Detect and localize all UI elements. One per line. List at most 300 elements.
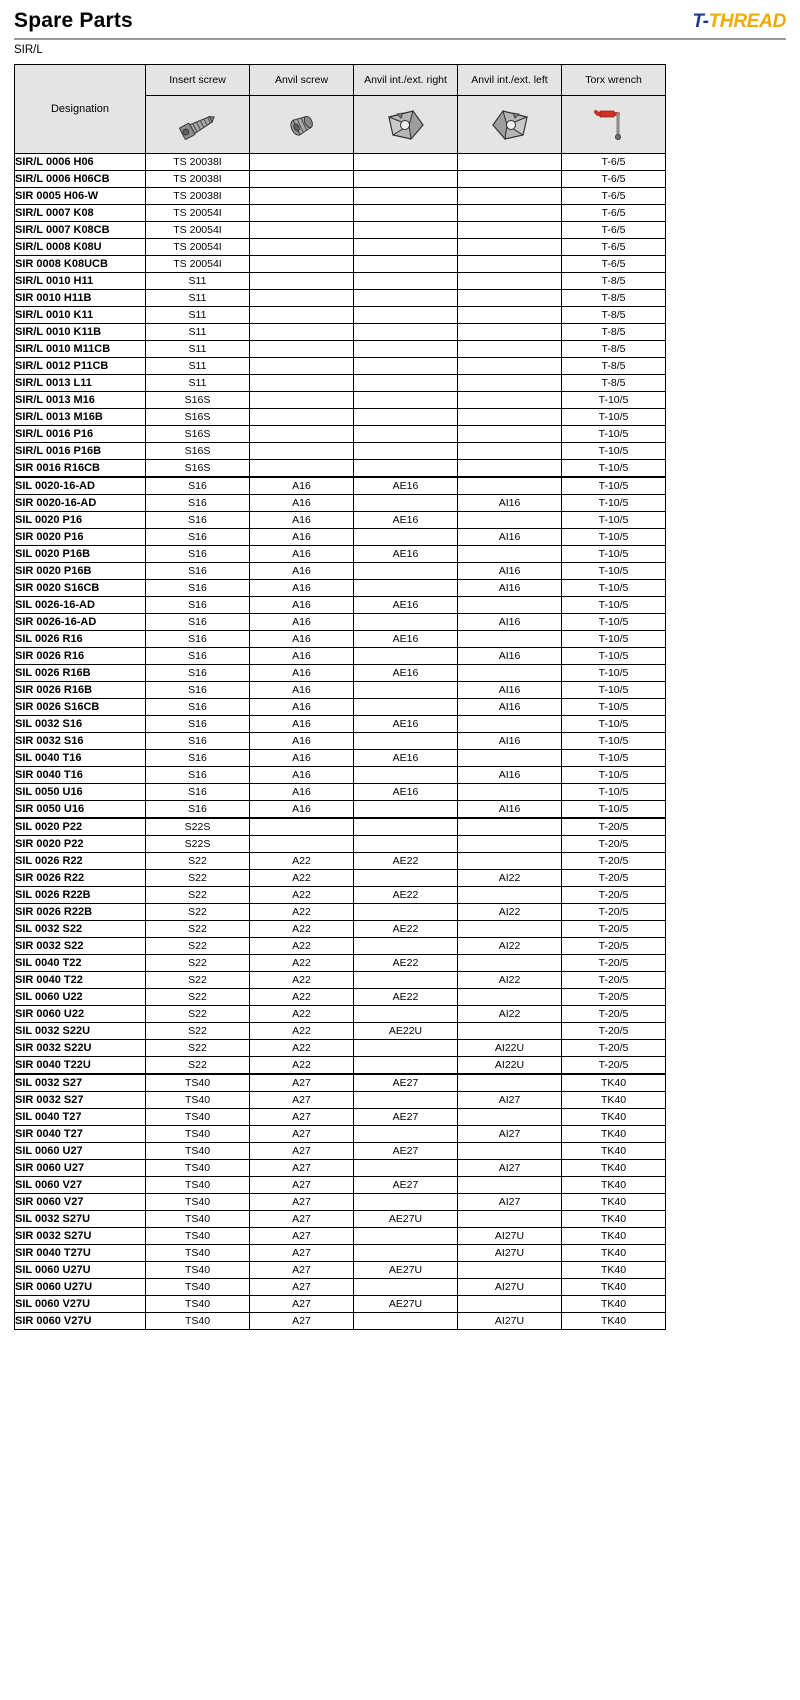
cell-designation: SIR 0060 V27 bbox=[15, 1194, 146, 1211]
cell-anvil-screw bbox=[250, 273, 354, 290]
cell-anvil-left bbox=[458, 1143, 562, 1160]
cell-anvil-screw bbox=[250, 171, 354, 188]
cell-torx-wrench: T-20/5 bbox=[562, 818, 666, 836]
cell-torx-wrench: T-20/5 bbox=[562, 989, 666, 1006]
cell-designation: SIR 0040 T22 bbox=[15, 972, 146, 989]
table-row bbox=[15, 699, 666, 716]
spare-parts-table bbox=[14, 64, 666, 1330]
cell-anvil-right: AE22 bbox=[354, 955, 458, 972]
cell-anvil-right bbox=[354, 818, 458, 836]
table-row bbox=[15, 273, 666, 290]
cell-insert-screw: TS40 bbox=[146, 1313, 250, 1330]
cell-designation: SIL 0026 R22B bbox=[15, 887, 146, 904]
cell-anvil-right: AE22 bbox=[354, 853, 458, 870]
cell-anvil-right bbox=[354, 1092, 458, 1109]
cell-anvil-right bbox=[354, 358, 458, 375]
table-row bbox=[15, 546, 666, 563]
table-row bbox=[15, 1023, 666, 1040]
cell-anvil-left: AI27U bbox=[458, 1279, 562, 1296]
cell-anvil-right bbox=[354, 239, 458, 256]
cell-anvil-screw bbox=[250, 409, 354, 426]
cell-anvil-right: AE27U bbox=[354, 1262, 458, 1279]
table-row bbox=[15, 989, 666, 1006]
cell-anvil-right bbox=[354, 290, 458, 307]
cell-anvil-right bbox=[354, 580, 458, 597]
cell-anvil-right bbox=[354, 682, 458, 699]
cell-insert-screw: S16 bbox=[146, 784, 250, 801]
cell-anvil-left: AI16 bbox=[458, 682, 562, 699]
cell-anvil-screw: A16 bbox=[250, 614, 354, 631]
cell-insert-screw: S16 bbox=[146, 495, 250, 512]
insert-screw-icon-cell bbox=[146, 96, 250, 154]
cell-anvil-screw: A22 bbox=[250, 904, 354, 921]
cell-anvil-left: AI22 bbox=[458, 972, 562, 989]
cell-torx-wrench: TK40 bbox=[562, 1245, 666, 1262]
table-row bbox=[15, 1092, 666, 1109]
cell-anvil-left bbox=[458, 409, 562, 426]
cell-torx-wrench: T-20/5 bbox=[562, 1023, 666, 1040]
cell-anvil-right bbox=[354, 648, 458, 665]
cell-anvil-right: AE27 bbox=[354, 1143, 458, 1160]
cell-designation: SIR/L 0010 H11 bbox=[15, 273, 146, 290]
cell-anvil-left bbox=[458, 818, 562, 836]
cell-torx-wrench: T-8/5 bbox=[562, 273, 666, 290]
cell-insert-screw: S16 bbox=[146, 597, 250, 614]
table-row bbox=[15, 1006, 666, 1023]
cell-designation: SIR 0040 T22U bbox=[15, 1057, 146, 1075]
cell-anvil-screw: A22 bbox=[250, 1057, 354, 1075]
cell-torx-wrench: TK40 bbox=[562, 1092, 666, 1109]
cell-anvil-left bbox=[458, 887, 562, 904]
cell-insert-screw: TS 20054I bbox=[146, 239, 250, 256]
cell-torx-wrench: T-10/5 bbox=[562, 529, 666, 546]
cell-designation: SIR 0008 K08UCB bbox=[15, 256, 146, 273]
cell-torx-wrench: T-20/5 bbox=[562, 1006, 666, 1023]
cell-anvil-screw bbox=[250, 205, 354, 222]
cell-anvil-left bbox=[458, 1177, 562, 1194]
cell-anvil-left: AI27U bbox=[458, 1228, 562, 1245]
cell-anvil-left bbox=[458, 205, 562, 222]
cell-insert-screw: TS40 bbox=[146, 1177, 250, 1194]
cell-insert-screw: TS 20054I bbox=[146, 256, 250, 273]
cell-designation: SIR 0050 U16 bbox=[15, 801, 146, 819]
table-row bbox=[15, 853, 666, 870]
cell-designation: SIR 0032 S27U bbox=[15, 1228, 146, 1245]
cell-anvil-screw: A16 bbox=[250, 665, 354, 682]
cell-anvil-right bbox=[354, 1194, 458, 1211]
cell-anvil-screw: A22 bbox=[250, 887, 354, 904]
cell-torx-wrench: T-8/5 bbox=[562, 375, 666, 392]
table-row bbox=[15, 682, 666, 699]
table-row bbox=[15, 205, 666, 222]
cell-designation: SIR 0026 R16B bbox=[15, 682, 146, 699]
cell-anvil-right bbox=[354, 460, 458, 478]
cell-designation: SIL 0026 R22 bbox=[15, 853, 146, 870]
cell-anvil-left bbox=[458, 256, 562, 273]
cell-torx-wrench: T-10/5 bbox=[562, 580, 666, 597]
cell-anvil-screw bbox=[250, 307, 354, 324]
cell-torx-wrench: T-20/5 bbox=[562, 853, 666, 870]
cell-anvil-left bbox=[458, 512, 562, 529]
cell-anvil-left: AI16 bbox=[458, 699, 562, 716]
cell-torx-wrench: T-10/5 bbox=[562, 767, 666, 784]
cell-torx-wrench: T-20/5 bbox=[562, 836, 666, 853]
cell-insert-screw: S16 bbox=[146, 699, 250, 716]
cell-anvil-screw: A16 bbox=[250, 699, 354, 716]
cell-designation: SIR/L 0006 H06CB bbox=[15, 171, 146, 188]
cell-torx-wrench: T-10/5 bbox=[562, 512, 666, 529]
table-row bbox=[15, 256, 666, 273]
table-row bbox=[15, 1126, 666, 1143]
cell-anvil-left: AI22U bbox=[458, 1040, 562, 1057]
cell-insert-screw: S22 bbox=[146, 1023, 250, 1040]
cell-designation: SIL 0050 U16 bbox=[15, 784, 146, 801]
cell-insert-screw: TS40 bbox=[146, 1092, 250, 1109]
cell-torx-wrench: T-8/5 bbox=[562, 341, 666, 358]
cell-designation: SIR 0020 P16 bbox=[15, 529, 146, 546]
cell-anvil-left bbox=[458, 921, 562, 938]
cell-anvil-right: AE16 bbox=[354, 716, 458, 733]
table-row bbox=[15, 1040, 666, 1057]
table-row bbox=[15, 154, 666, 171]
cell-anvil-left bbox=[458, 836, 562, 853]
cell-torx-wrench: T-10/5 bbox=[562, 426, 666, 443]
cell-anvil-screw: A16 bbox=[250, 597, 354, 614]
table-row bbox=[15, 512, 666, 529]
cell-anvil-screw bbox=[250, 392, 354, 409]
cell-designation: SIL 0032 S22 bbox=[15, 921, 146, 938]
cell-torx-wrench: TK40 bbox=[562, 1228, 666, 1245]
cell-anvil-screw: A16 bbox=[250, 716, 354, 733]
cell-torx-wrench: T-10/5 bbox=[562, 733, 666, 750]
cell-anvil-left: AI27 bbox=[458, 1160, 562, 1177]
anvil-right-icon-cell bbox=[354, 96, 458, 154]
cell-anvil-left: AI27U bbox=[458, 1313, 562, 1330]
table-row bbox=[15, 1279, 666, 1296]
cell-designation: SIR 0026 S16CB bbox=[15, 699, 146, 716]
cell-torx-wrench: T-10/5 bbox=[562, 477, 666, 495]
anvil-right-icon bbox=[354, 105, 457, 145]
cell-designation: SIR/L 0007 K08CB bbox=[15, 222, 146, 239]
cell-anvil-right bbox=[354, 256, 458, 273]
cell-insert-screw: S11 bbox=[146, 324, 250, 341]
cell-insert-screw: S16 bbox=[146, 477, 250, 495]
cell-insert-screw: TS 20038I bbox=[146, 188, 250, 205]
cell-anvil-screw bbox=[250, 341, 354, 358]
table-row bbox=[15, 1057, 666, 1075]
table-row bbox=[15, 716, 666, 733]
cell-anvil-left bbox=[458, 853, 562, 870]
cell-anvil-right: AE22 bbox=[354, 887, 458, 904]
header-row-labels bbox=[15, 65, 666, 96]
cell-anvil-left bbox=[458, 716, 562, 733]
cell-anvil-screw: A22 bbox=[250, 1023, 354, 1040]
cell-anvil-screw: A16 bbox=[250, 767, 354, 784]
cell-designation: SIL 0060 V27 bbox=[15, 1177, 146, 1194]
table-row bbox=[15, 563, 666, 580]
anvil-left-icon-cell bbox=[458, 96, 562, 154]
cell-anvil-left bbox=[458, 1211, 562, 1228]
cell-torx-wrench: T-10/5 bbox=[562, 631, 666, 648]
cell-anvil-left bbox=[458, 784, 562, 801]
cell-anvil-left bbox=[458, 324, 562, 341]
cell-anvil-right bbox=[354, 1126, 458, 1143]
cell-designation: SIR 0026 R22 bbox=[15, 870, 146, 887]
cell-anvil-screw bbox=[250, 256, 354, 273]
cell-designation: SIR/L 0007 K08 bbox=[15, 205, 146, 222]
cell-designation: SIR/L 0013 L11 bbox=[15, 375, 146, 392]
table-row bbox=[15, 870, 666, 887]
table-row bbox=[15, 392, 666, 409]
cell-torx-wrench: TK40 bbox=[562, 1313, 666, 1330]
cell-anvil-right bbox=[354, 307, 458, 324]
cell-insert-screw: TS40 bbox=[146, 1126, 250, 1143]
cell-anvil-screw: A22 bbox=[250, 853, 354, 870]
cell-anvil-left: AI16 bbox=[458, 529, 562, 546]
column-header-anvil-right: Anvil int./ext. right bbox=[354, 65, 458, 96]
cell-anvil-right bbox=[354, 375, 458, 392]
cell-anvil-right bbox=[354, 972, 458, 989]
table-row bbox=[15, 529, 666, 546]
cell-insert-screw: S22 bbox=[146, 887, 250, 904]
cell-torx-wrench: T-20/5 bbox=[562, 921, 666, 938]
cell-designation: SIR/L 0006 H06 bbox=[15, 154, 146, 171]
cell-designation: SIL 0032 S27U bbox=[15, 1211, 146, 1228]
table-row bbox=[15, 631, 666, 648]
table-row bbox=[15, 665, 666, 682]
cell-insert-screw: S16 bbox=[146, 733, 250, 750]
cell-torx-wrench: T-10/5 bbox=[562, 409, 666, 426]
cell-anvil-left bbox=[458, 750, 562, 767]
cell-designation: SIL 0060 U27 bbox=[15, 1143, 146, 1160]
cell-anvil-screw: A22 bbox=[250, 972, 354, 989]
cell-anvil-right bbox=[354, 1245, 458, 1262]
cell-torx-wrench: T-10/5 bbox=[562, 665, 666, 682]
table-row bbox=[15, 648, 666, 665]
cell-anvil-left bbox=[458, 460, 562, 478]
cell-designation: SIL 0026 R16 bbox=[15, 631, 146, 648]
cell-anvil-screw: A16 bbox=[250, 529, 354, 546]
column-header-torx-wrench: Torx wrench bbox=[562, 65, 666, 96]
cell-anvil-right bbox=[354, 409, 458, 426]
cell-anvil-left: AI22 bbox=[458, 870, 562, 887]
cell-designation: SIL 0060 U27U bbox=[15, 1262, 146, 1279]
table-row bbox=[15, 375, 666, 392]
table-row bbox=[15, 1211, 666, 1228]
cell-anvil-right: AE22U bbox=[354, 1023, 458, 1040]
cell-insert-screw: S22 bbox=[146, 921, 250, 938]
cell-anvil-right bbox=[354, 699, 458, 716]
cell-anvil-left: AI22 bbox=[458, 904, 562, 921]
table-row bbox=[15, 972, 666, 989]
cell-anvil-screw: A27 bbox=[250, 1279, 354, 1296]
cell-anvil-screw: A27 bbox=[250, 1211, 354, 1228]
cell-insert-screw: S16 bbox=[146, 512, 250, 529]
table-row bbox=[15, 1074, 666, 1092]
cell-anvil-right: AE27 bbox=[354, 1109, 458, 1126]
table-row bbox=[15, 324, 666, 341]
cell-insert-screw: S16 bbox=[146, 563, 250, 580]
cell-torx-wrench: T-6/5 bbox=[562, 256, 666, 273]
cell-designation: SIL 0040 T16 bbox=[15, 750, 146, 767]
cell-anvil-left: AI16 bbox=[458, 801, 562, 819]
cell-anvil-right bbox=[354, 426, 458, 443]
cell-anvil-screw: A16 bbox=[250, 477, 354, 495]
anvil-left-icon bbox=[458, 105, 561, 145]
cell-anvil-right bbox=[354, 1057, 458, 1075]
cell-anvil-left: AI27U bbox=[458, 1245, 562, 1262]
cell-torx-wrench: T-10/5 bbox=[562, 460, 666, 478]
cell-anvil-left bbox=[458, 546, 562, 563]
cell-designation: SIR 0010 H11B bbox=[15, 290, 146, 307]
cell-anvil-screw: A22 bbox=[250, 921, 354, 938]
table-row bbox=[15, 904, 666, 921]
cell-anvil-screw: A27 bbox=[250, 1228, 354, 1245]
cell-anvil-screw bbox=[250, 375, 354, 392]
cell-insert-screw: TS40 bbox=[146, 1228, 250, 1245]
cell-anvil-right bbox=[354, 836, 458, 853]
cell-anvil-left bbox=[458, 222, 562, 239]
table-row bbox=[15, 1194, 666, 1211]
cell-insert-screw: S16 bbox=[146, 750, 250, 767]
cell-torx-wrench: T-10/5 bbox=[562, 443, 666, 460]
insert-screw-icon bbox=[146, 108, 249, 142]
cell-insert-screw: S16S bbox=[146, 392, 250, 409]
cell-designation: SIR/L 0013 M16 bbox=[15, 392, 146, 409]
cell-insert-screw: TS40 bbox=[146, 1194, 250, 1211]
cell-anvil-left bbox=[458, 1074, 562, 1092]
cell-torx-wrench: T-10/5 bbox=[562, 597, 666, 614]
cell-designation: SIR 0060 V27U bbox=[15, 1313, 146, 1330]
cell-designation: SIL 0020 P22 bbox=[15, 818, 146, 836]
cell-anvil-screw bbox=[250, 460, 354, 478]
table-row bbox=[15, 460, 666, 478]
table-row bbox=[15, 341, 666, 358]
cell-anvil-right: AE16 bbox=[354, 512, 458, 529]
cell-designation: SIR/L 0010 K11 bbox=[15, 307, 146, 324]
cell-torx-wrench: T-6/5 bbox=[562, 222, 666, 239]
cell-insert-screw: S16S bbox=[146, 443, 250, 460]
cell-anvil-right: AE16 bbox=[354, 784, 458, 801]
cell-designation: SIR 0016 R16CB bbox=[15, 460, 146, 478]
table-row bbox=[15, 836, 666, 853]
table-row bbox=[15, 1296, 666, 1313]
cell-insert-screw: S22 bbox=[146, 1006, 250, 1023]
cell-designation: SIL 0040 T27 bbox=[15, 1109, 146, 1126]
cell-designation: SIR 0020 S16CB bbox=[15, 580, 146, 597]
cell-insert-screw: S22 bbox=[146, 1040, 250, 1057]
cell-anvil-left bbox=[458, 171, 562, 188]
cell-insert-screw: TS 20054I bbox=[146, 222, 250, 239]
page-subtitle: SIR/L bbox=[14, 44, 43, 56]
cell-insert-screw: S11 bbox=[146, 273, 250, 290]
cell-designation: SIR 0026-16-AD bbox=[15, 614, 146, 631]
cell-torx-wrench: TK40 bbox=[562, 1074, 666, 1092]
cell-insert-screw: S22S bbox=[146, 836, 250, 853]
cell-anvil-left: AI16 bbox=[458, 733, 562, 750]
cell-anvil-screw: A16 bbox=[250, 563, 354, 580]
cell-torx-wrench: T-10/5 bbox=[562, 614, 666, 631]
cell-anvil-right bbox=[354, 801, 458, 819]
cell-anvil-right: AE27 bbox=[354, 1074, 458, 1092]
cell-anvil-screw: A22 bbox=[250, 955, 354, 972]
cell-anvil-screw: A27 bbox=[250, 1177, 354, 1194]
cell-anvil-right bbox=[354, 563, 458, 580]
cell-torx-wrench: TK40 bbox=[562, 1126, 666, 1143]
cell-torx-wrench: T-6/5 bbox=[562, 205, 666, 222]
cell-designation: SIR 0040 T27U bbox=[15, 1245, 146, 1262]
cell-anvil-left bbox=[458, 188, 562, 205]
brand-dash: - bbox=[702, 11, 709, 32]
cell-anvil-left bbox=[458, 443, 562, 460]
cell-designation: SIL 0060 U22 bbox=[15, 989, 146, 1006]
cell-anvil-screw: A27 bbox=[250, 1194, 354, 1211]
cell-anvil-left bbox=[458, 989, 562, 1006]
cell-designation: SIR 0026 R16 bbox=[15, 648, 146, 665]
cell-torx-wrench: T-10/5 bbox=[562, 546, 666, 563]
cell-torx-wrench: T-20/5 bbox=[562, 870, 666, 887]
cell-anvil-left bbox=[458, 273, 562, 290]
torx-wrench-icon-cell bbox=[562, 96, 666, 154]
cell-insert-screw: S11 bbox=[146, 358, 250, 375]
cell-torx-wrench: T-6/5 bbox=[562, 188, 666, 205]
table-row bbox=[15, 784, 666, 801]
table-row bbox=[15, 426, 666, 443]
cell-anvil-screw: A27 bbox=[250, 1109, 354, 1126]
cell-anvil-screw: A16 bbox=[250, 801, 354, 819]
cell-anvil-left bbox=[458, 1262, 562, 1279]
cell-insert-screw: S16 bbox=[146, 716, 250, 733]
cell-insert-screw: TS40 bbox=[146, 1296, 250, 1313]
cell-insert-screw: S11 bbox=[146, 375, 250, 392]
cell-anvil-left: AI22U bbox=[458, 1057, 562, 1075]
cell-designation: SIR/L 0010 M11CB bbox=[15, 341, 146, 358]
cell-anvil-left bbox=[458, 631, 562, 648]
cell-anvil-screw: A16 bbox=[250, 648, 354, 665]
table-row bbox=[15, 477, 666, 495]
table-row bbox=[15, 1245, 666, 1262]
cell-anvil-screw: A16 bbox=[250, 733, 354, 750]
cell-anvil-right bbox=[354, 614, 458, 631]
table-row bbox=[15, 1177, 666, 1194]
cell-insert-screw: S16 bbox=[146, 682, 250, 699]
cell-designation: SIL 0026-16-AD bbox=[15, 597, 146, 614]
cell-designation: SIR 0032 S16 bbox=[15, 733, 146, 750]
cell-torx-wrench: TK40 bbox=[562, 1160, 666, 1177]
cell-anvil-screw: A27 bbox=[250, 1313, 354, 1330]
table-row bbox=[15, 767, 666, 784]
cell-torx-wrench: T-20/5 bbox=[562, 904, 666, 921]
cell-designation: SIL 0032 S22U bbox=[15, 1023, 146, 1040]
table-row bbox=[15, 290, 666, 307]
cell-anvil-right: AE27 bbox=[354, 1177, 458, 1194]
cell-anvil-right bbox=[354, 222, 458, 239]
cell-designation: SIR 0032 S22 bbox=[15, 938, 146, 955]
cell-designation: SIR 0020 P22 bbox=[15, 836, 146, 853]
cell-anvil-right bbox=[354, 1313, 458, 1330]
table-row bbox=[15, 188, 666, 205]
cell-torx-wrench: T-10/5 bbox=[562, 716, 666, 733]
cell-insert-screw: S22 bbox=[146, 870, 250, 887]
cell-designation: SIL 0020-16-AD bbox=[15, 477, 146, 495]
cell-anvil-right bbox=[354, 529, 458, 546]
cell-anvil-left bbox=[458, 358, 562, 375]
cell-anvil-right bbox=[354, 1040, 458, 1057]
cell-anvil-left: AI16 bbox=[458, 495, 562, 512]
cell-insert-screw: TS40 bbox=[146, 1211, 250, 1228]
cell-anvil-screw: A27 bbox=[250, 1296, 354, 1313]
cell-designation: SIL 0020 P16 bbox=[15, 512, 146, 529]
